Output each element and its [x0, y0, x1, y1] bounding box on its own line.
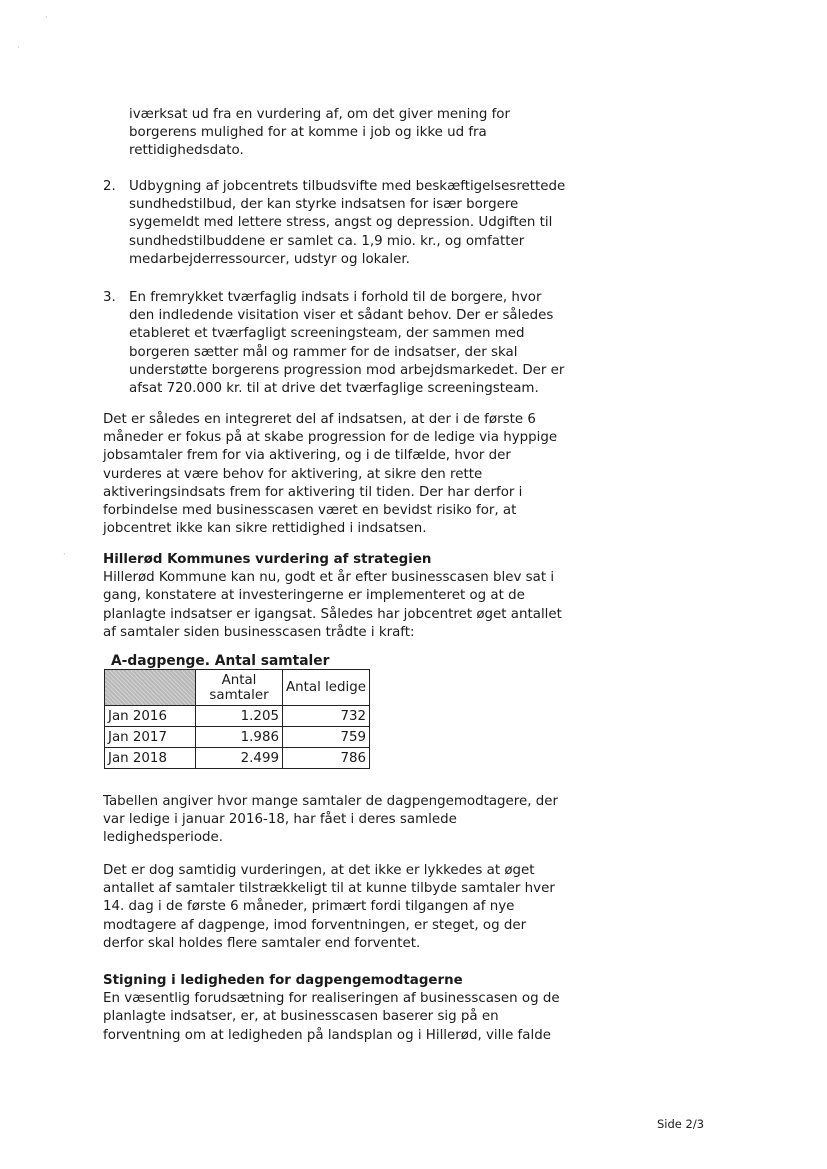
scan-speck: · — [63, 550, 66, 559]
paragraph-table-note — [103, 793, 583, 848]
table-cell: Jan 2016 — [105, 706, 196, 727]
table-cell: 1.986 — [196, 727, 283, 748]
text-line: jobcentret ikke kan sikre rettidighed i indsatsen. — [103, 521, 427, 537]
paragraph-risk — [103, 411, 583, 538]
section-heading: Hillerød Kommunes vurdering af strategien — [103, 552, 432, 567]
data-table — [104, 669, 370, 769]
list-number: 3. — [103, 290, 116, 305]
text-line: Det er således en integreret del af indsatsen, at der i de første 6 — [103, 412, 536, 427]
text-line: var ledige i januar 2016-18, har fået i deres samlede — [103, 812, 457, 828]
page-number: Side 2/3 — [657, 1117, 705, 1131]
text-line: En væsentlig forudsætning for realiseringen af businesscasen og de — [103, 991, 560, 1007]
section-strategy-assessment — [103, 551, 583, 642]
text-line: planlagte indsatser, er, at businesscasen baserer sig på en — [103, 1009, 499, 1025]
text-line: sygemeldt med lettere stress, angst og depression. Udgiften til — [129, 215, 553, 231]
scan-speck: · — [17, 43, 20, 52]
table-row — [105, 727, 370, 748]
text-line: vurderes at være behov for aktivering, at sikre den rette — [103, 466, 483, 482]
table-cell: 786 — [283, 748, 370, 769]
text-line: afsat 720.000 kr. til at drive det tværfaglige screeningsteam. — [129, 381, 539, 397]
section-heading: Stigning i ledigheden for dagpengemodtagerne — [103, 973, 463, 988]
text-line: sundhedstilbuddene er samlet ca. 1,9 mio. kr., og omfatter — [129, 233, 525, 249]
table-header-cell: Antal samtaler — [196, 670, 283, 706]
table-row — [105, 748, 370, 769]
section-unemployment-increase — [103, 972, 583, 1045]
text-line: ledighedsperiode. — [103, 830, 224, 846]
text-line: forbindelse med businesscasen været en bevidst risiko for, at — [103, 503, 517, 519]
table-cell: 2.499 — [196, 748, 283, 769]
text-line: derfor skal holdes flere samtaler end forventet. — [103, 935, 421, 951]
list-item-1-continuation — [129, 106, 569, 161]
table-header-cell-empty — [105, 670, 196, 706]
text-line: Det er dog samtidig vurderingen, at det ikke er lykkedes at øget — [103, 863, 535, 878]
text-line: af samtaler siden businesscasen trådte i kraft: — [103, 624, 415, 640]
text-line: borgerens mulighed for at komme i job og ikke ud fra — [129, 125, 487, 141]
table-cell: Jan 2018 — [105, 748, 196, 769]
table-cell: 1.205 — [196, 706, 283, 727]
table-header-row — [105, 670, 370, 706]
text-line: gang, konstatere at investeringerne er implementeret og at de — [103, 588, 525, 604]
text-line: måneder er fokus på at skabe progression for de ledige via hyppige — [103, 430, 558, 446]
table-cell: 732 — [283, 706, 370, 727]
text-line: 14. dag i de første 6 måneder, primært fordi tilgangen af nye — [103, 899, 515, 915]
table-cell: 759 — [283, 727, 370, 748]
table-row — [105, 706, 370, 727]
text-line: antallet af samtaler tilstrækkeligt til at kunne tilbyde samtaler hver — [103, 881, 555, 897]
text-line: forventning om at ledigheden på landsplan og i Hillerød, ville falde — [103, 1027, 551, 1043]
scan-speck: · — [45, 13, 48, 22]
list-item-text — [129, 289, 585, 398]
table-title: A-dagpenge. Antal samtaler — [111, 653, 330, 669]
list-item-text — [129, 178, 585, 269]
text-line: Udbygning af jobcentrets tilbudsvifte med beskæftigelsesrettede — [129, 179, 566, 194]
text-line: medarbejderressourcer, udstyr og lokaler. — [129, 251, 410, 267]
table-cell: Jan 2017 — [105, 727, 196, 748]
text-line: Tabellen angiver hvor mange samtaler de dagpengemodtagere, der — [103, 794, 558, 809]
text-line: iværksat ud fra en vurdering af, om det giver mening for — [129, 107, 510, 122]
text-line: sundhedstilbud, der kan styrke indsatsen for især borgere — [129, 197, 519, 213]
text-line: etableret et tværfagligt screeningsteam, der sammen med — [129, 326, 525, 342]
text-line: En fremrykket tværfaglig indsats i forhold til de borgere, hvor — [129, 290, 542, 305]
text-line: den indledende visitation viser et sådant behov. Der er således — [129, 308, 554, 324]
table-header-cell: Antal ledige — [283, 670, 370, 706]
list-number: 2. — [103, 179, 116, 194]
text-line: Hillerød Kommune kan nu, godt et år efter businesscasen blev sat i — [103, 570, 555, 586]
text-line: understøtte borgerens progression mod arbejdsmarkedet. Der er — [129, 362, 565, 378]
text-line: borgeren sætter mål og rammer for de indsatser, der skal — [129, 344, 518, 360]
text-line: planlagte indsatser er igangsat. Således har jobcentret øget antallet — [103, 606, 562, 622]
text-line: aktiveringsindsats frem for aktivering til tiden. Der har derfor i — [103, 484, 523, 500]
text-line: rettidighedsdato. — [129, 143, 244, 159]
text-line: jobsamtaler frem for via aktivering, og i de tilfælde, hvor der — [103, 448, 511, 464]
paragraph-assessment — [103, 862, 583, 953]
text-line: modtagere af dagpenge, imod forventningen, er steget, og der — [103, 917, 527, 933]
